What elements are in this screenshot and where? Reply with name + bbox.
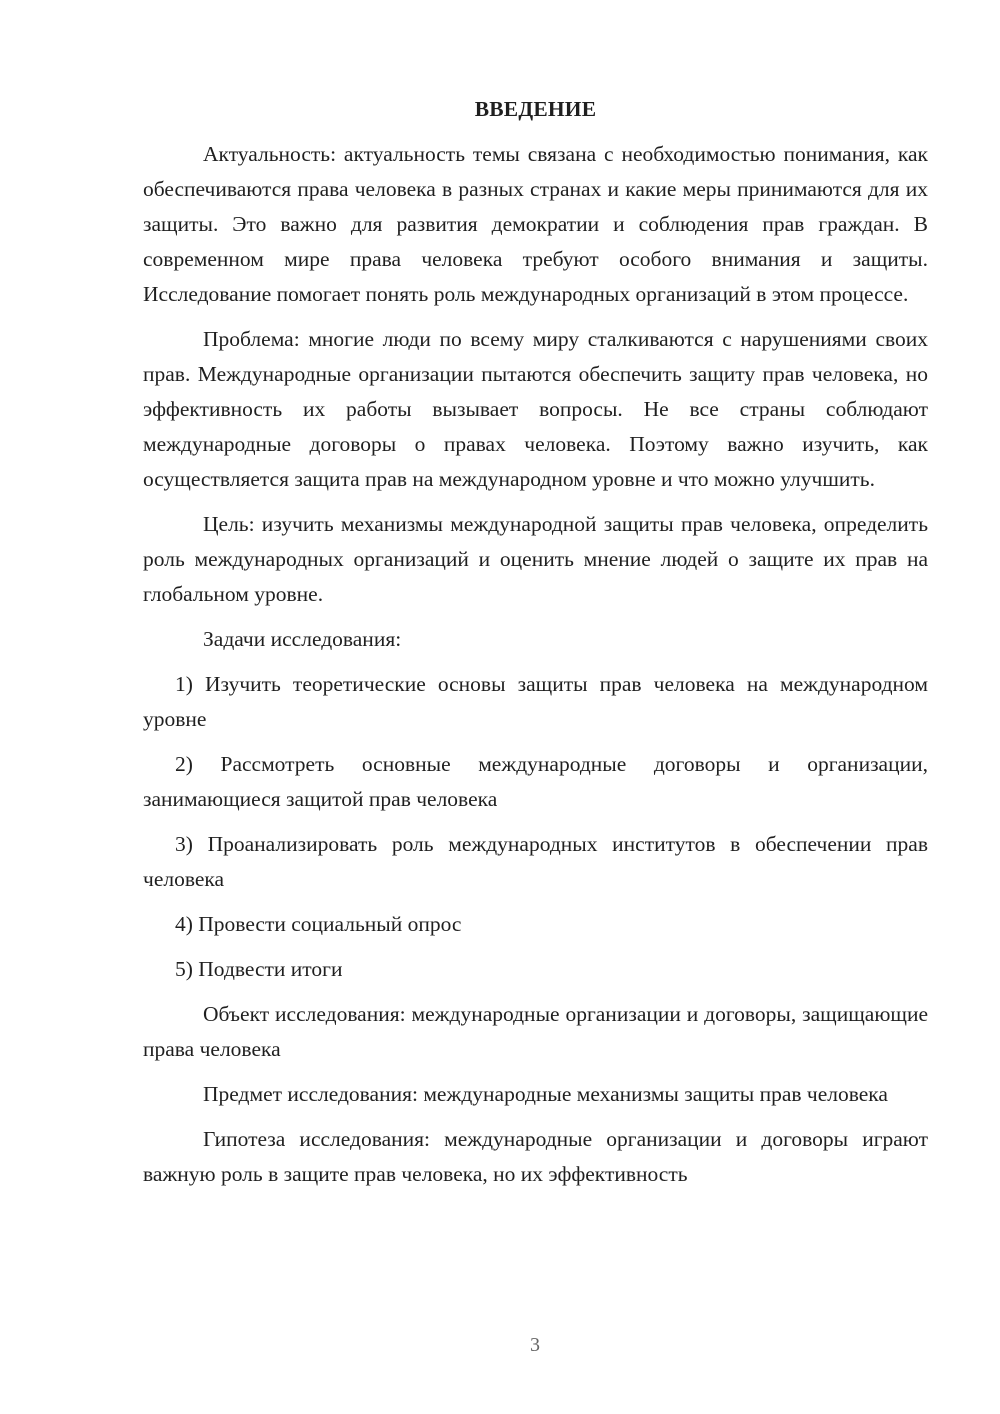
list-item: 4) Провести социальный опрос [175,912,462,936]
page-title: ВВЕДЕНИЕ [474,97,597,121]
page-number: 3 [530,1334,540,1356]
list-item: 2) Рассмотреть основные международные договоры и организации, занимающиеся защитой прав человека [143,752,928,811]
document-page [143,92,928,1202]
goal-paragraph: Цель: изучить механизмы международной защиты прав человека, определить роль международных организаций и оценить мнение людей о защите их прав на глобальном уровне. [143,512,928,606]
list-item: 1) Изучить теоретические основы защиты прав человека на международном уровне [143,672,928,731]
tasks-list [143,667,928,987]
problem-paragraph: Проблема: многие люди по всему миру сталкиваются с нарушениями своих прав. Международные организации пытаются обеспечить защиту прав человека, но эффективность их работы вызывает вопросы. Не все страны соблюдают международные договоры о правах человека. Поэтому важно изучить, как осуществляется защита прав на международном уровне и что можно улучшить. [143,327,928,491]
subject-paragraph: Предмет исследования: международные механизмы защиты прав человека [203,1082,888,1106]
list-item: 3) Проанализировать роль международных институтов в обеспечении прав человека [143,832,928,891]
tasks-heading: Задачи исследования: [203,627,402,651]
object-paragraph: Объект исследования: международные организации и договоры, защищающие права человека [143,1002,928,1061]
relevance-paragraph: Актуальность: актуальность темы связана с необходимостью понимания, как обеспечиваются права человека в разных странах и какие меры принимаются для их защиты. Это важно для развития демократии и соблюдения прав граждан. В современном мире права человека требуют особого внимания и защиты. Исследование помогает понять роль международных организаций в этом процессе. [143,142,928,306]
list-item: 5) Подвести итоги [175,957,343,981]
hypothesis-paragraph: Гипотеза исследования: международные организации и договоры играют важную роль в защите прав человека, но их эффективность [143,1127,928,1186]
